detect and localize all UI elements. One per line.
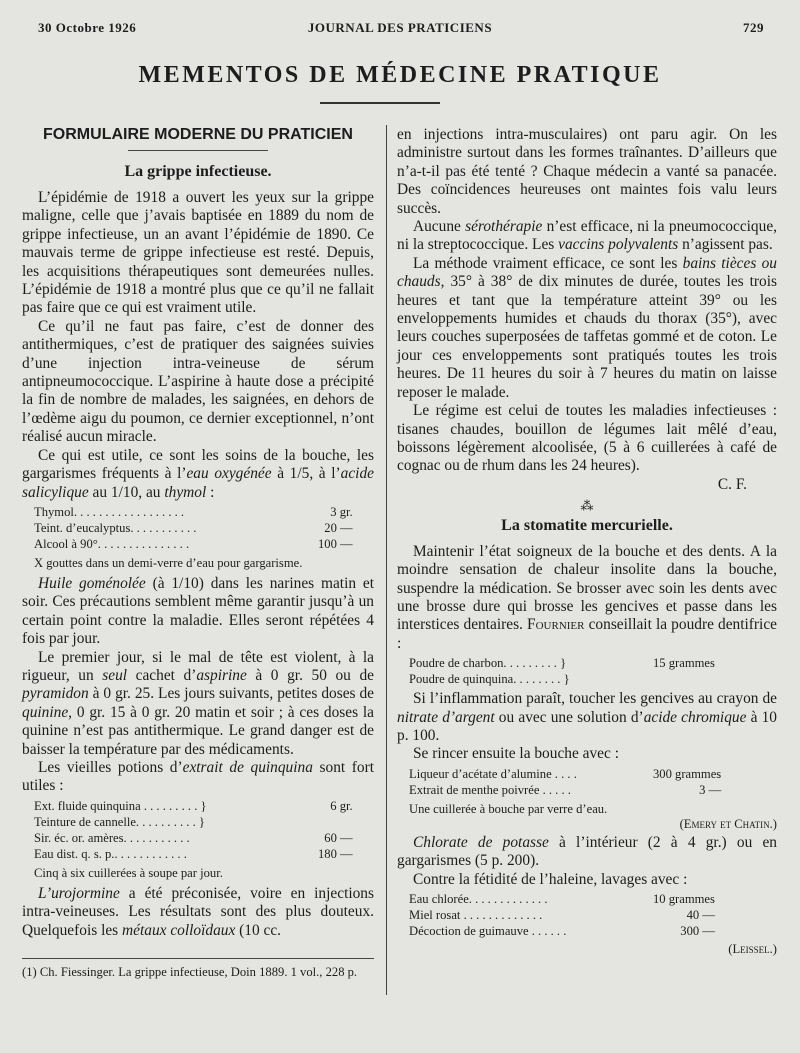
section-separator-stars: ⁂	[580, 497, 594, 513]
footnote-rule	[22, 958, 374, 959]
halitosis-source: (Leissel.)	[728, 942, 777, 956]
title-rule	[320, 102, 440, 104]
grippe-paragraph-3: Ce qui est utile, ce sont les soins de la bouche, les gargarismes fréquents à l’eau oxygénée à 1/5, à l’acide salicylique au 1/10, au thymol :	[22, 446, 374, 501]
grippe-paragraph-6: Les vieilles potions d’extrait de quinquina sont fort utiles :	[22, 758, 374, 795]
prescription-row: Ext. fluide quinquina . . . . . . . . . } 6 gr.	[34, 798, 353, 813]
prescription-row: Sir. éc. or. amères. . . . . . . . . . . 60 —	[34, 830, 353, 845]
page-title: MEMENTOS DE MÉDECINE PRATIQUE	[138, 62, 662, 88]
column-divider	[386, 125, 387, 995]
quinquina-note: Cinq à six cuillerées à soupe par jour.	[34, 865, 223, 880]
grippe-title: La grippe infectieuse.	[124, 163, 272, 180]
prescription-row: Décoction de guimauve . . . . . . 300 —	[409, 924, 715, 938]
grippe-paragraph-9: Aucune sérothérapie n’est efficace, ni la pneumococcique, ni la streptococcique. Les vaccins polyvalents n’agissent pas.	[397, 218, 777, 254]
grippe-paragraph-4: Huile goménolée (à 1/10) dans les narines matin et soir. Ces précautions semblent même garantir jusqu’à un certain point contre la maladie. Elles seront répétées 4 fois par jour.	[22, 574, 374, 648]
rinse-note: Une cuillerée à bouche par verre d’eau.	[409, 801, 608, 816]
header-date: 30 Octobre 1926	[38, 20, 137, 35]
dentifrice-prescription	[409, 655, 715, 687]
prescription-row: Alcool à 90°. . . . . . . . . . . . . . . 100 —	[34, 536, 353, 551]
section-title: FORMULAIRE MODERNE DU PRATICIEN	[43, 126, 353, 143]
header-journal: JOURNAL DES PRATICIENS	[307, 20, 493, 35]
grippe-paragraph-7: L’urojormine a été préconisée, voire en injections intra-veineuses. Les résultats sont des plus douteux. Quelquefois les métaux colloïdaux (10 cc.	[22, 884, 374, 939]
grippe-paragraph-1: L’épidémie de 1918 a ouvert les yeux sur la grippe maligne, celle que j’avais baptisée en 1889 du nom de grippe infectieuse, un an avant l’épidémie de 1890. Ce mauvais terme de grippe infectieuse est resté. Depuis, les acquisitions thérapeutiques sont demeurées nulles. L’épidémie de 1918 a montré plus que ce qu’il ne fallait pas faire que ce qui est vraiment utile.	[22, 189, 374, 317]
signature: C. F.	[717, 475, 747, 493]
prescription-row: Poudre de charbon. . . . . . . . . } 15 grammes	[409, 656, 715, 671]
prescription-row: Eau dist. q. s. p.. . . . . . . . . . . . 180 —	[34, 846, 353, 861]
grippe-paragraph-11: Le régime est celui de toutes les maladies infectieuses : tisanes chaudes, bouillon de légumes lait mêlé d’eau, boissons légèrement alcoolisée, (5 à 6 cuillerées à café de cognac ou de rhum dans les 24 heures).	[397, 402, 777, 475]
quinquina-prescription	[34, 798, 353, 862]
stomatite-paragraph-2: Si l’inflammation paraît, toucher les gencives au crayon de nitrate d’argent ou avec une solution d’acide chromique à 10 p. 100.	[397, 690, 777, 744]
stomatite-paragraph-4: Chlorate de potasse à l’intérieur (2 à 4 gr.) ou en gargarismes (5 p. 200).	[397, 833, 777, 870]
stomatite-paragraph-1: Maintenir l’état soigneux de la bouche et des dents. A la moindre sensation de chaleur insolite dans la bouche, suspendre la médication. Se brosser avec soin les dents avec une brosse dure qui brosse les gencives et passe dans les interstices dentaires. Fournier conseillait la poudre dentifrice :	[397, 542, 777, 652]
prescription-row: Thymol. . . . . . . . . . . . . . . . . . 3 gr.	[34, 504, 353, 519]
rinse-prescription	[409, 766, 721, 798]
prescription-row: Teint. d’eucalyptus. . . . . . . . . . . 20 —	[34, 520, 353, 535]
prescription-row: Eau chlorée. . . . . . . . . . . . . 10 grammes	[409, 892, 715, 906]
grippe-paragraph-8: en injections intra-musculaires) ont paru agir. On les administre surtout dans les formes traînantes. D’ailleurs que n’a-t-il pas été tenté ? Chaque médecin a vanté sa panacée. Des coïncidences heureuses ont maintes fois valu leurs succès.	[397, 126, 777, 217]
stomatite-paragraph-3: Se rincer ensuite la bouche avec :	[413, 745, 619, 763]
prescription-row: Extrait de menthe poivrée . . . . . 3 —	[409, 782, 722, 797]
rinse-source: (Emery et Chatin.)	[679, 816, 777, 831]
stomatite-paragraph-5: Contre la fétidité de l’haleine, lavages avec :	[413, 870, 688, 888]
halitosis-prescription	[409, 891, 715, 939]
grippe-paragraph-5: Le premier jour, si le mal de tête est violent, à la rigueur, un seul cachet d’aspirine à 0 gr. 50 ou de pyramidon à 0 gr. 25. Les jours suivants, petites doses de quinine, 0 gr. 15 à 0 gr. 20 matin et soir ; à ces doses la quinine n’est pas antithermique. Le grand danger est de baisser la température par des médicaments.	[22, 648, 374, 758]
gargarism-note: X gouttes dans un demi-verre d’eau pour gargarisme.	[34, 555, 303, 570]
section-rule	[128, 150, 268, 151]
prescription-row: Miel rosat . . . . . . . . . . . . . 40 —	[409, 908, 715, 922]
prescription-row: Liqueur d’acétate d’alumine . . . . 300 grammes	[409, 766, 722, 781]
header-page-number: 729	[743, 20, 764, 35]
prescription-row: Poudre de quinquina. . . . . . . . }	[409, 672, 570, 687]
right-column	[397, 126, 777, 959]
signature-line	[397, 476, 777, 494]
prescription-row: Teinture de cannelle. . . . . . . . . . }	[34, 814, 205, 829]
stomatite-title: La stomatite mercurielle.	[501, 516, 673, 534]
left-column	[22, 126, 374, 940]
grippe-paragraph-10: La méthode vraiment efficace, ce sont les bains tièces ou chauds, 35° à 38° de dix minutes de durée, toutes les trois heures et tant que la température atteint 39° ou les enveloppements humides et chauds du thorax (35°), avec leurs couches superposées de taffetas gommé et de coton. Le jour ces enveloppements sont pratiqués toutes les trois heures. De 11 heures du soir à 7 heures du matin on laisse reposer le malade.	[397, 254, 777, 401]
grippe-paragraph-2: Ce qu’il ne faut pas faire, c’est de donner des antithermiques, c’est de pratiquer des saignées suivies d’une injection intra-veineuse de sérum antipneumococcique. L’aspirine à haute dose a précipité la fin de nombre de malades, les saignées, en dehors de l’œdème aigu du poumon, ce dernier exceptionnel, n’ont réalisé aucun miracle.	[22, 317, 374, 446]
gargarism-prescription	[34, 504, 353, 552]
footnote: (1) Ch. Fiessinger. La grippe infectieuse, Doin 1889. 1 vol., 228 p.	[22, 965, 358, 979]
